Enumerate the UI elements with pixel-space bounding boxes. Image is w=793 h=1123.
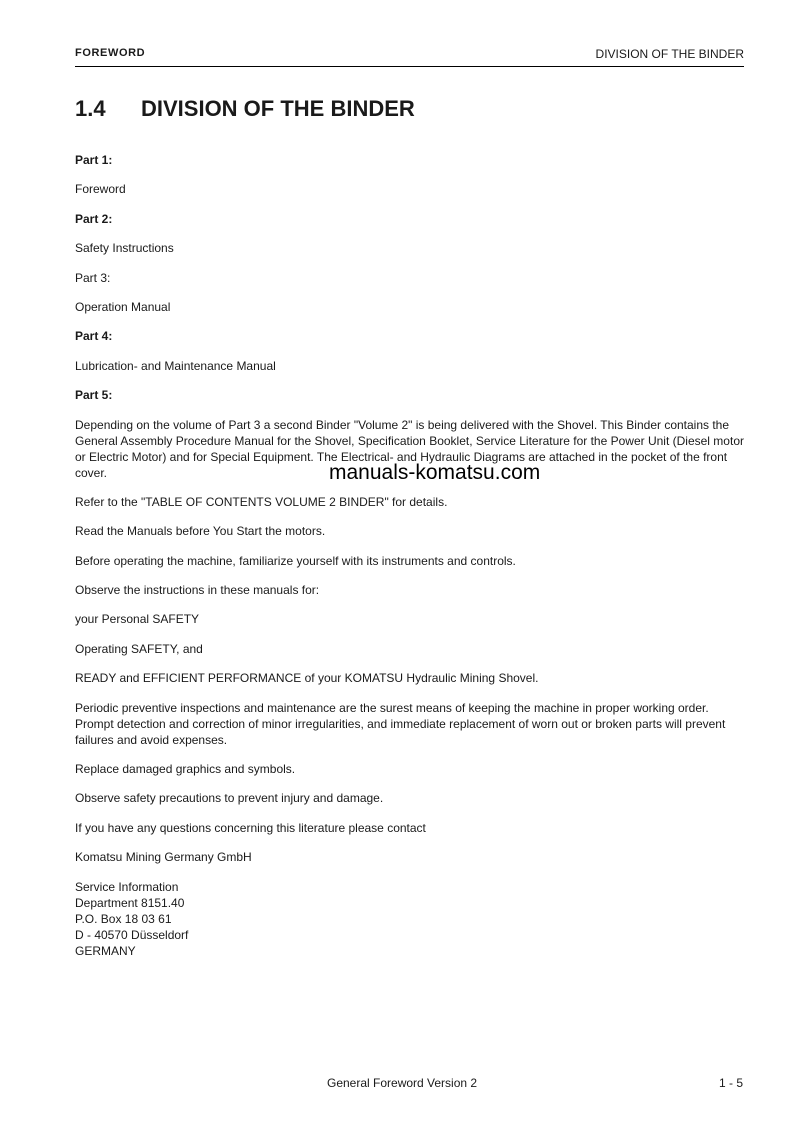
part4-text: Lubrication- and Maintenance Manual — [75, 358, 276, 373]
part3-text: Operation Manual — [75, 299, 171, 314]
address-line: P.O. Box 18 03 61 — [75, 911, 172, 926]
part1-label: Part 1: — [75, 153, 113, 167]
part5-label: Part 5: — [75, 388, 113, 403]
section-heading — [75, 96, 415, 122]
safety-precautions-paragraph: Observe safety precautions to prevent injury and damage. — [75, 791, 384, 806]
part4-label: Part 4: — [75, 329, 113, 344]
periodic-maintenance-paragraph: Periodic preventive inspections and maintenance are the surest means of keeping the machine in proper working order. Prompt detection and correction of minor irregularities, and immediate replacement of worn out or broken parts will prevent failures and avoid expenses. — [75, 700, 726, 747]
read-manuals-paragraph: Read the Manuals before You Start the motors. — [75, 524, 326, 539]
part2-label: Part 2: — [75, 211, 113, 226]
contact-address — [75, 879, 744, 959]
part3-label: Part 3: — [75, 270, 111, 285]
header-section-label: FOREWORD — [75, 47, 146, 59]
section-number: 1.4 — [75, 96, 106, 121]
familiarize-paragraph: Before operating the machine, familiarize yourself with its instruments and controls. — [75, 553, 516, 568]
part1-text: Foreword — [75, 182, 126, 197]
footer-document-version: General Foreword Version 2 — [327, 1076, 478, 1090]
address-line: GERMANY — [75, 943, 136, 958]
address-line: D - 40570 Düsseldorf — [75, 927, 189, 942]
watermark-text: manuals-komatsu.com — [329, 461, 541, 484]
operating-safety-line: Operating SAFETY, and — [75, 641, 203, 656]
company-name: Komatsu Mining Germany GmbH — [75, 850, 252, 865]
replace-graphics-paragraph: Replace damaged graphics and symbols. — [75, 762, 296, 777]
body-content — [75, 152, 744, 959]
performance-line: READY and EFFICIENT PERFORMANCE of your KOMATSU Hydraulic Mining Shovel. — [75, 671, 539, 686]
observe-instructions-paragraph: Observe the instructions in these manuals for: — [75, 583, 320, 598]
personal-safety-line: your Personal SAFETY — [75, 612, 200, 627]
address-line: Service Information — [75, 879, 179, 894]
refer-paragraph: Refer to the "TABLE OF CONTENTS VOLUME 2 BINDER" for details. — [75, 494, 448, 509]
header-divider — [75, 66, 744, 67]
section-title: DIVISION OF THE BINDER — [141, 96, 415, 121]
contact-paragraph: If you have any questions concerning this literature please contact — [75, 820, 426, 835]
part5-text: Depending on the volume of Part 3 a second Binder "Volume 2" is being delivered with the Shovel. This Binder contains the General Assembly Procedure Manual for the Shovel, Specification Booklet, Service Literature for the Power Unit (Diesel motor or Electric Motor) and for Special Equipment. The Electrical- and Hydraulic Diagrams are attached in the pocket of the front cover. — [75, 417, 744, 480]
part2-text: Safety Instructions — [75, 241, 174, 256]
header-chapter-title: DIVISION OF THE BINDER — [595, 47, 744, 61]
address-line: Department 8151.40 — [75, 895, 185, 910]
footer-page-number: 1 - 5 — [718, 1076, 743, 1090]
